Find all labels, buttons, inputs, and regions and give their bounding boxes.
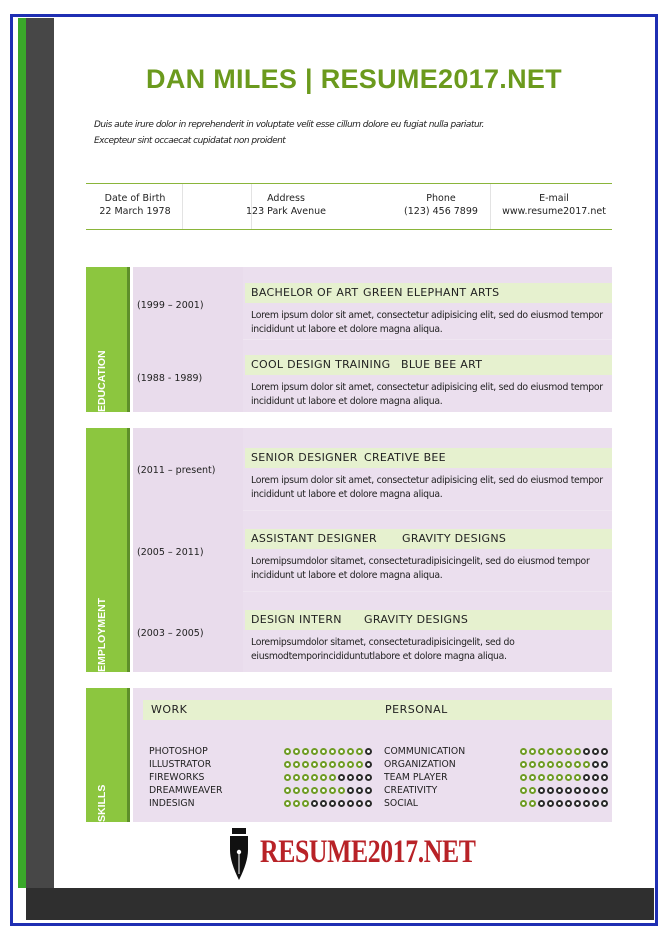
desc-line: Lorem ipsum dolor sit amet, consectetur adipisicing elit, sed do eiusmod tempor xyxy=(251,310,603,321)
skill-rating xyxy=(519,784,609,794)
rating-dot-filled xyxy=(338,761,345,768)
education-dates-1: (1999 – 2001) xyxy=(137,300,204,311)
rating-dot-empty xyxy=(365,800,372,807)
rating-dot-filled xyxy=(320,748,327,755)
info-date-of-birth xyxy=(86,192,184,218)
skill-rating xyxy=(283,771,373,781)
intro-line-2: Excepteur sint occaecat cupidatat non proident xyxy=(94,136,286,146)
skill-name: CREATIVITY xyxy=(384,785,438,796)
skill-row xyxy=(384,771,612,784)
skill-row xyxy=(149,771,379,784)
rating-dot-filled xyxy=(520,787,527,794)
rating-dot-filled xyxy=(574,761,581,768)
rating-dot-empty xyxy=(365,787,372,794)
personal-skills-heading: PERSONAL xyxy=(377,700,612,720)
rating-dot-filled xyxy=(293,787,300,794)
rating-dot-filled xyxy=(565,774,572,781)
rating-dot-filled xyxy=(529,787,536,794)
education-org-1: GREEN ELEPHANT ARTS xyxy=(363,286,500,299)
left-green-strip xyxy=(18,18,26,888)
employment-title-3: DESIGN INTERN xyxy=(251,613,342,626)
education-entry-heading-1 xyxy=(245,283,612,303)
rating-dot-filled xyxy=(320,787,327,794)
rating-dot-filled xyxy=(284,800,291,807)
employment-entry-heading-1 xyxy=(245,448,612,468)
rating-dot-filled xyxy=(338,748,345,755)
employment-section xyxy=(86,428,612,672)
skills-body xyxy=(133,688,612,822)
rating-dot-filled xyxy=(556,761,563,768)
rating-dot-filled xyxy=(538,774,545,781)
contact-info-row xyxy=(86,183,612,230)
rating-dot-empty xyxy=(592,761,599,768)
rating-dot-filled xyxy=(311,774,318,781)
skill-name: DREAMWEAVER xyxy=(149,785,223,796)
rating-dot-filled xyxy=(520,774,527,781)
rating-dot-filled xyxy=(574,774,581,781)
rating-dot-empty xyxy=(365,748,372,755)
skill-row xyxy=(384,758,612,771)
left-dark-strip xyxy=(26,18,54,920)
row-divider xyxy=(243,510,612,511)
label-bar-edge xyxy=(127,688,130,822)
skill-row xyxy=(149,797,379,810)
info-email xyxy=(496,192,612,218)
rating-dot-filled xyxy=(529,761,536,768)
rating-dot-empty xyxy=(583,800,590,807)
rating-dot-empty xyxy=(365,774,372,781)
label-bar-edge xyxy=(127,428,130,672)
education-section xyxy=(86,267,612,412)
rating-dot-filled xyxy=(284,748,291,755)
rating-dot-empty xyxy=(538,800,545,807)
rating-dot-filled xyxy=(520,761,527,768)
skills-label-bar xyxy=(86,688,130,822)
info-divider xyxy=(490,184,491,229)
rating-dot-filled xyxy=(311,748,318,755)
education-body xyxy=(133,267,612,412)
employment-desc-1 xyxy=(251,474,604,502)
row-divider xyxy=(243,591,612,592)
rating-dot-empty xyxy=(338,800,345,807)
skill-rating xyxy=(519,797,609,807)
rating-dot-empty xyxy=(574,787,581,794)
bottom-dark-bar xyxy=(26,888,654,920)
rating-dot-filled xyxy=(302,800,309,807)
info-label: Address xyxy=(267,193,305,204)
rating-dot-empty xyxy=(601,761,608,768)
rating-dot-empty xyxy=(583,787,590,794)
rating-dot-empty xyxy=(356,774,363,781)
rating-dot-empty xyxy=(547,800,554,807)
rating-dot-empty xyxy=(574,800,581,807)
rating-dot-filled xyxy=(356,748,363,755)
skill-name: ILLUSTRATOR xyxy=(149,759,212,770)
rating-dot-empty xyxy=(601,748,608,755)
info-phone xyxy=(380,192,502,218)
employment-dates-1: (2011 – present) xyxy=(137,465,216,476)
resume-title: DAN MILES | RESUME2017.NET xyxy=(146,64,562,94)
work-skills-list xyxy=(149,745,379,810)
info-label: Phone xyxy=(426,193,456,204)
employment-title-1: SENIOR DESIGNER xyxy=(251,451,358,464)
skill-row xyxy=(384,745,612,758)
education-dates-2: (1988 - 1989) xyxy=(137,373,203,384)
rating-dot-empty xyxy=(329,800,336,807)
rating-dot-empty xyxy=(320,800,327,807)
rating-dot-filled xyxy=(520,800,527,807)
rating-dot-filled xyxy=(320,774,327,781)
employment-org-2: GRAVITY DESIGNS xyxy=(402,532,507,545)
rating-dot-empty xyxy=(583,774,590,781)
education-label-wrap xyxy=(96,292,110,412)
rating-dot-filled xyxy=(565,761,572,768)
info-value: 123 Park Avenue xyxy=(246,206,326,217)
rating-dot-empty xyxy=(347,800,354,807)
education-org-2: BLUE BEE ART xyxy=(401,358,483,371)
fountain-pen-icon xyxy=(226,828,252,882)
rating-dot-filled xyxy=(520,748,527,755)
skill-rating xyxy=(283,797,373,807)
employment-desc-2 xyxy=(251,555,604,583)
desc-line: Lorem ipsum dolor sit amet, consectetur adipisicing elit, sed do eiusmod tempor xyxy=(251,382,603,393)
employment-org-3: GRAVITY DESIGNS xyxy=(364,613,469,626)
skill-rating xyxy=(283,784,373,794)
rating-dot-filled xyxy=(347,761,354,768)
rating-dot-empty xyxy=(365,761,372,768)
info-value: 22 March 1978 xyxy=(99,206,171,217)
employment-entry-heading-2 xyxy=(245,529,612,549)
rating-dot-filled xyxy=(356,761,363,768)
rating-dot-filled xyxy=(347,748,354,755)
info-label: Date of Birth xyxy=(104,193,166,204)
rating-dot-filled xyxy=(293,761,300,768)
rating-dot-empty xyxy=(538,787,545,794)
rating-dot-filled xyxy=(293,748,300,755)
rating-dot-filled xyxy=(329,748,336,755)
rating-dot-filled xyxy=(302,774,309,781)
education-title-2: COOL DESIGN TRAINING xyxy=(251,358,391,371)
rating-dot-empty xyxy=(547,787,554,794)
desc-line: incididunt ut labore et dolore magna aliqua. xyxy=(251,324,443,335)
rating-dot-filled xyxy=(311,787,318,794)
rating-dot-filled xyxy=(293,774,300,781)
rating-dot-filled xyxy=(529,748,536,755)
rating-dot-filled xyxy=(293,800,300,807)
employment-org-1: CREATIVE BEE xyxy=(364,451,446,464)
rating-dot-filled xyxy=(547,748,554,755)
rating-dot-filled xyxy=(311,761,318,768)
education-label-bar xyxy=(86,267,130,412)
education-date-column xyxy=(133,267,243,412)
rating-dot-filled xyxy=(284,774,291,781)
rating-dot-filled xyxy=(302,787,309,794)
rating-dot-empty xyxy=(592,748,599,755)
rating-dot-empty xyxy=(347,774,354,781)
rating-dot-filled xyxy=(583,761,590,768)
desc-line: Loremipsumdolor sitamet, consecteturadipisicingelit, sed do xyxy=(251,637,515,648)
rating-dot-filled xyxy=(338,787,345,794)
employment-entry-heading-3 xyxy=(245,610,612,630)
rating-dot-empty xyxy=(556,800,563,807)
label-bar-edge xyxy=(127,267,130,412)
info-address xyxy=(226,192,346,218)
personal-skills-list xyxy=(384,745,612,810)
rating-dot-filled xyxy=(329,787,336,794)
desc-line: Loremipsumdolor sitamet, consecteturadipisicingelit, sed do eiusmod tempor xyxy=(251,556,590,567)
rating-dot-empty xyxy=(338,774,345,781)
work-skills-heading: WORK xyxy=(143,700,377,720)
rating-dot-filled xyxy=(329,761,336,768)
rating-dot-filled xyxy=(529,800,536,807)
skill-name: FIREWORKS xyxy=(149,772,205,783)
rating-dot-filled xyxy=(302,761,309,768)
employment-dates-2: (2005 – 2011) xyxy=(137,547,204,558)
info-value: (123) 456 7899 xyxy=(404,206,478,217)
skill-name: ORGANIZATION xyxy=(384,759,456,770)
education-label: EDUCATION xyxy=(96,350,108,412)
rating-dot-empty xyxy=(592,800,599,807)
rating-dot-empty xyxy=(601,800,608,807)
desc-line: incididunt ut labore et dolore magna aliqua. xyxy=(251,396,443,407)
skill-name: INDESIGN xyxy=(149,798,195,809)
info-label: E-mail xyxy=(539,193,569,204)
skill-name: COMMUNICATION xyxy=(384,746,466,757)
rating-dot-empty xyxy=(565,800,572,807)
desc-line: incididunt ut labore et dolore magna aliqua. xyxy=(251,570,443,581)
rating-dot-filled xyxy=(556,774,563,781)
rating-dot-filled xyxy=(284,761,291,768)
intro-line-1: Duis aute irure dolor in reprehenderit in voluptate velit esse cillum dolore eu fugiat nulla pariatur. xyxy=(94,120,484,130)
skill-row xyxy=(149,784,379,797)
employment-dates-3: (2003 – 2005) xyxy=(137,628,204,639)
education-entry-heading-2 xyxy=(245,355,612,375)
skill-rating xyxy=(519,745,609,755)
rating-dot-filled xyxy=(529,774,536,781)
resume2017-logo xyxy=(226,828,476,884)
rating-dot-empty xyxy=(583,748,590,755)
employment-body xyxy=(133,428,612,672)
rating-dot-filled xyxy=(565,748,572,755)
desc-line: eiusmodtemporincididuntutlabore et dolore magna aliqua. xyxy=(251,651,507,662)
desc-line: Lorem ipsum dolor sit amet, consectetur adipisicing elit, sed do eiusmod tempor xyxy=(251,475,603,486)
logo-text: RESUME2017.NET xyxy=(260,834,476,870)
employment-label-wrap xyxy=(96,552,110,672)
skill-name: SOCIAL xyxy=(384,798,418,809)
skill-rating xyxy=(519,771,609,781)
rating-dot-filled xyxy=(547,774,554,781)
rating-dot-empty xyxy=(356,787,363,794)
education-desc-1 xyxy=(251,309,604,337)
row-divider xyxy=(243,339,612,340)
rating-dot-filled xyxy=(547,761,554,768)
rating-dot-filled xyxy=(284,787,291,794)
rating-dot-empty xyxy=(592,774,599,781)
rating-dot-filled xyxy=(302,748,309,755)
desc-line: incididunt ut labore et dolore magna aliqua. xyxy=(251,489,443,500)
rating-dot-filled xyxy=(329,774,336,781)
rating-dot-empty xyxy=(356,800,363,807)
rating-dot-filled xyxy=(574,748,581,755)
skill-rating xyxy=(283,758,373,768)
skill-rating xyxy=(283,745,373,755)
rating-dot-empty xyxy=(347,787,354,794)
employment-title-2: ASSISTANT DESIGNER xyxy=(251,532,377,545)
rating-dot-filled xyxy=(556,748,563,755)
rating-dot-empty xyxy=(565,787,572,794)
info-value: www.resume2017.net xyxy=(502,206,606,217)
rating-dot-empty xyxy=(592,787,599,794)
info-divider xyxy=(182,184,183,229)
education-title-1: BACHELOR OF ART xyxy=(251,286,359,299)
employment-label-bar xyxy=(86,428,130,672)
employment-label: EMPLOYMENT xyxy=(96,597,108,672)
skills-section xyxy=(86,688,612,822)
rating-dot-empty xyxy=(601,787,608,794)
rating-dot-empty xyxy=(601,774,608,781)
employment-desc-3 xyxy=(251,636,604,664)
rating-dot-empty xyxy=(311,800,318,807)
skill-name: PHOTOSHOP xyxy=(149,746,208,757)
rating-dot-filled xyxy=(538,761,545,768)
rating-dot-empty xyxy=(556,787,563,794)
skills-label-wrap xyxy=(96,702,110,822)
skill-row xyxy=(149,758,379,771)
rating-dot-filled xyxy=(538,748,545,755)
skill-rating xyxy=(519,758,609,768)
skill-name: TEAM PLAYER xyxy=(384,772,448,783)
education-desc-2 xyxy=(251,381,604,409)
skills-label: SKILLS xyxy=(96,784,108,822)
intro-text xyxy=(94,117,484,149)
rating-dot-filled xyxy=(320,761,327,768)
skill-row xyxy=(384,797,612,810)
skill-row xyxy=(149,745,379,758)
skill-row xyxy=(384,784,612,797)
